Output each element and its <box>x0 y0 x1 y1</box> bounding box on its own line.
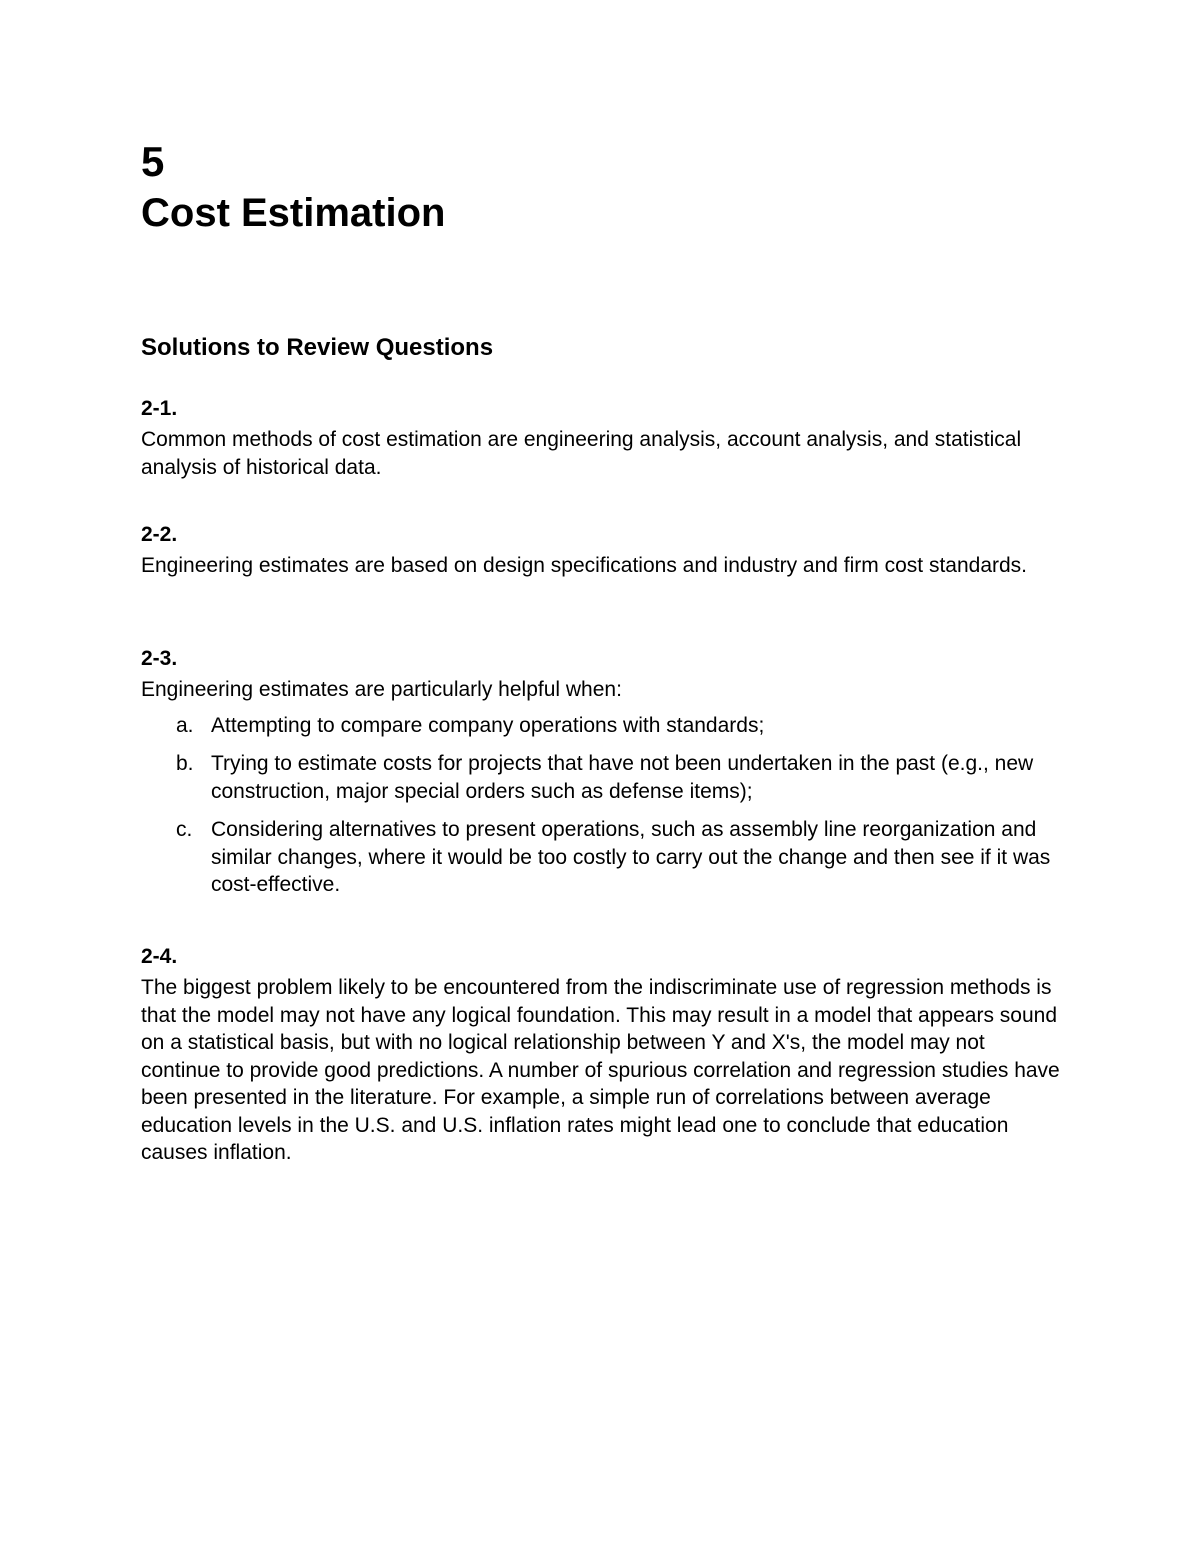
section-heading: Solutions to Review Questions <box>141 334 494 361</box>
question-2-4 <box>141 944 1061 1167</box>
list-marker: c. <box>176 818 193 841</box>
chapter-title: Cost Estimation <box>141 191 446 235</box>
question-number: 2-2. <box>141 523 178 546</box>
list-marker: b. <box>176 752 194 775</box>
chapter-number: 5 <box>141 138 165 185</box>
list-item <box>141 816 1061 899</box>
question-answer: The biggest problem likely to be encountered from the indiscriminate use of regression methods is that the model may not have any logical foundation. This may result in a model that appears sound on a statistical basis, but with no logical relationship between Y and X's, the model may not continue to provide good predictions. A number of spurious correlation and regression studies have been presented in the literature. For example, a simple run of correlations between average education levels in the U.S. and U.S. inflation rates might lead one to conclude that education causes inflation. <box>141 976 1060 1164</box>
question-2-3 <box>141 646 1061 910</box>
question-number: 2-3. <box>141 647 178 670</box>
list-item <box>141 712 1061 740</box>
question-answer: Common methods of cost estimation are engineering analysis, account analysis, and statistical analysis of historical data. <box>141 428 1022 479</box>
answer-list <box>141 712 1061 899</box>
list-marker: a. <box>176 713 194 737</box>
question-number: 2-1. <box>141 397 178 420</box>
document-page <box>141 136 1061 1164</box>
list-item-text: Trying to estimate costs for projects that have not been undertaken in the past (e.g., new construction, major special orders such as defense items); <box>211 752 1034 803</box>
question-number: 2-4. <box>141 945 178 968</box>
list-item-text: Attempting to compare company operations with standards; <box>211 713 765 737</box>
question-2-2 <box>141 522 1061 580</box>
list-item <box>141 750 1061 805</box>
question-2-1 <box>141 396 1061 481</box>
list-item-text: Considering alternatives to present operations, such as assembly line reorganization and similar changes, where it would be too costly to carry out the change and then see if it was cost-effective. <box>211 818 1051 896</box>
question-answer: Engineering estimates are based on design specifications and industry and firm cost standards. <box>141 554 1027 577</box>
question-answer: Engineering estimates are particularly helpful when: <box>141 678 622 701</box>
